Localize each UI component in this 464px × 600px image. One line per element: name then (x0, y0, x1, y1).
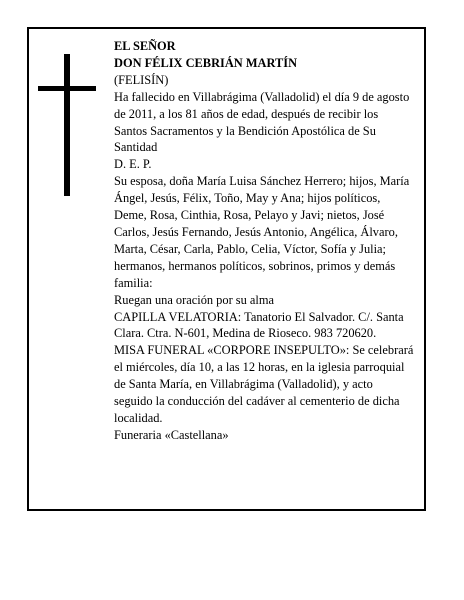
cross-icon (38, 54, 96, 196)
mass-info: MISA FUNERAL «CORPORE INSEPULTO»: Se celebrará el miércoles, día 10, a las 12 horas, en la iglesia parroquial de Santa María, en Villabrágima (Valladolid), y acto seguido la conducción del cadáver al cementerio de dicha localidad. (114, 343, 414, 425)
death-announcement: Ha fallecido en Villabrágima (Valladolid) el día 9 de agosto de 2011, a los 81 años de edad, después de recibir los Santos Sacramentos y la Bendición Apostólica de Su Santidad (114, 89, 410, 155)
deceased-title: EL SEÑOR (114, 39, 176, 53)
cross-vertical-bar (64, 54, 70, 196)
cross-horizontal-bar (38, 86, 96, 91)
rip-line: D. E. P. (114, 157, 152, 172)
deceased-name: DON FÉLIX CEBRIÁN MARTÍN (114, 55, 298, 70)
chapel-info: CAPILLA VELATORIA: Tanatorio El Salvador. C/. Santa Clara. Ctra. N-601, Medina de Rioseco. 983 720620. (114, 309, 404, 341)
funeral-home: Funeraria «Castellana» (114, 427, 229, 442)
obituary-text (114, 38, 414, 444)
prayer-request: Ruegan una oración por su alma (114, 292, 274, 307)
deceased-nickname: (FELISÍN) (114, 72, 169, 87)
family-list: Su esposa, doña María Luisa Sánchez Herrero; hijos, María Ángel, Jesús, Félix, Toño, May y Ana; hijos políticos, Deme, Rosa, Cinthia, Rosa, Pelayo y Javi; nietos, José Carlos, Jesús Fernando, Jesús Antonio, Angélica, Álvaro, Marta, César, Carla, Pablo, Celia, Víctor, Sofía y Julia; hermanos, hermanos políticos, sobrinos, primos y demás familia: (114, 174, 410, 290)
